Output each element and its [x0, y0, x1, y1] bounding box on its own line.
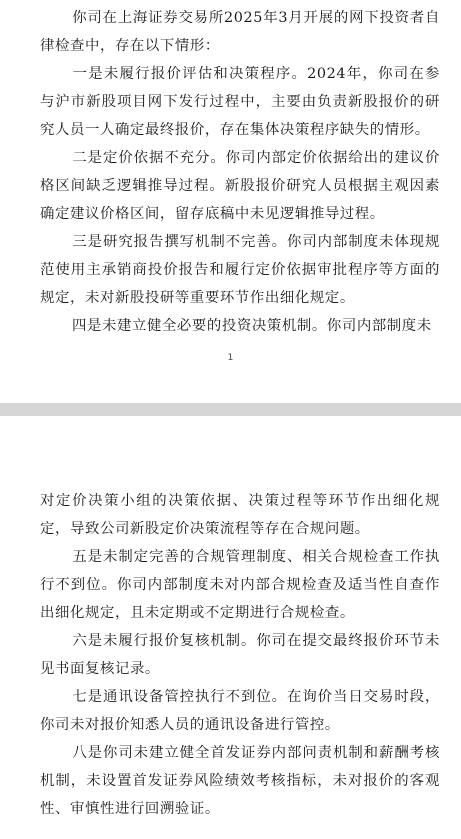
- paragraph-issue-8: 八是你司未建立健全首发证券内部问责机制和薪酬考核机制，未设置首发证券风险绩效考核指标，未对报价的客观性、审慎性进行回溯验证。: [40, 745, 440, 817]
- paragraph-issue-6: 六是未履行报价复核机制。你司在提交最终报价环节未见书面复核记录。: [40, 633, 440, 677]
- paragraph-issue-2: 二是定价依据不充分。你司内部定价依据给出的建议价格区间缺乏逻辑推导过程。新股报价研究人员根据主观因素确定建议价格区间，留存底稿中未见逻辑推导过程。: [40, 150, 440, 222]
- paragraph-issue-3: 三是研究报告撰写机制不完善。你司内部制度未体现规范使用主承销商投价报告和履行定价依据审批程序等方面的规定，未对新股投研等重要环节作出细化规定。: [40, 234, 440, 306]
- page-separator: [0, 403, 461, 416]
- paragraph-issue-4-continued: 对定价决策小组的决策依据、决策过程等环节作出细化规定，导致公司新股定价决策流程等存在合规问题。: [40, 493, 440, 537]
- document-page-1: [0, 0, 461, 403]
- paragraph-issue-7: 七是通讯设备管控执行不到位。在询价当日交易时段，你司未对报价知悉人员的通讯设备进行管控。: [40, 689, 440, 733]
- page-number: 1: [227, 353, 234, 363]
- document-page-2: [0, 416, 461, 839]
- paragraph-issue-1: 一是未履行报价评估和决策程序。2024年，你司在参与沪市新股项目网下发行过程中，主要由负责新股报价的研究人员一人确定最终报价，存在集体决策程序缺失的情形。: [40, 66, 440, 138]
- paragraph-issue-5: 五是未制定完善的合规管理制度、相关合规检查工作执行不到位。你司内部制度未对内部合规检查及适当性自查作出细化规定，且未定期或不定期进行合规检查。: [40, 549, 440, 621]
- paragraph-issue-4-start: 四是未建立健全必要的投资决策机制。你司内部制度未: [72, 318, 432, 334]
- paragraph-intro: 你司在上海证券交易所2025年3月开展的网下投资者自律检查中，存在以下情形：: [40, 10, 440, 54]
